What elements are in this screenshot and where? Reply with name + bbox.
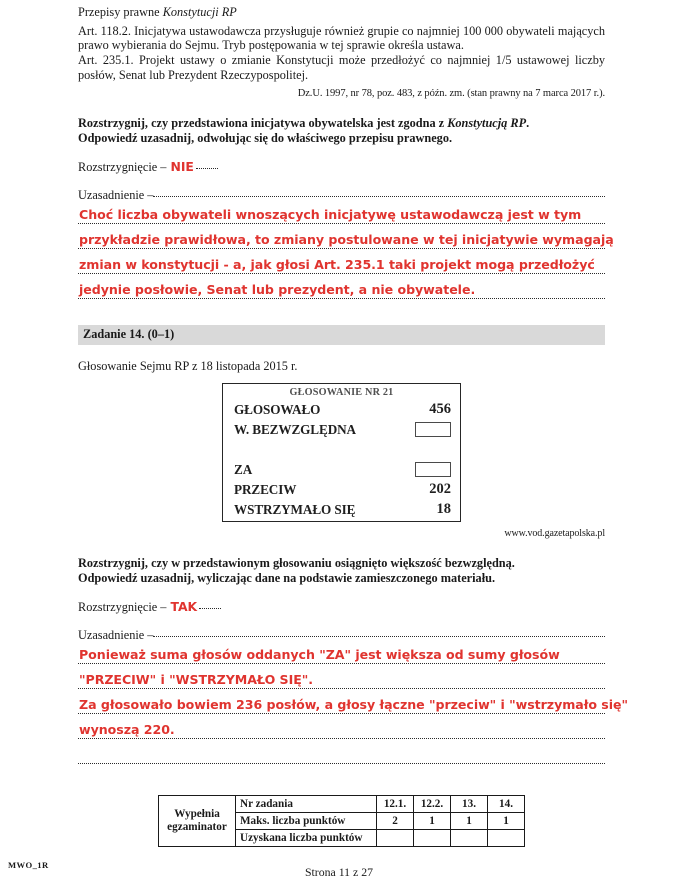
- task-14-header-band: Zadanie 14. (0–1): [78, 325, 605, 345]
- answer-line[interactable]: [78, 718, 605, 743]
- task-number-cell: 13.: [451, 795, 488, 812]
- task-14-answer-lines[interactable]: [78, 643, 629, 768]
- task-14-command: [78, 556, 605, 586]
- task-13-command-line2: Odpowiedź uzasadnij, odwołując się do właściwego przepisu prawnego.: [78, 130, 453, 145]
- voting-board-row: [223, 500, 460, 520]
- handwritten-text: Ponieważ suma głosów oddanych "ZA" jest większa od sumy głosów: [79, 646, 560, 662]
- dotted-rule: [78, 763, 605, 764]
- dotted-rule: [78, 663, 605, 664]
- task-14-subtitle: Głosowanie Sejmu RP z 18 listopada 2015 r.: [78, 358, 298, 373]
- article-235-1: Art. 235.1. Projekt ustawy o zmianie Konstytucji może przedłożyć co najmniej 1/5 ustawowej liczby posłów, Senat lub Prezydent Rzeczypospolitej.: [78, 53, 605, 82]
- max-points-cell: 2: [377, 812, 414, 829]
- dotted-rule: [78, 688, 605, 689]
- page-number: Strona 11 z 27: [304, 865, 374, 879]
- voting-row-value: 202: [429, 481, 451, 498]
- voting-board-row: [223, 460, 460, 480]
- task-number-cell: 12.1.: [377, 795, 414, 812]
- task-14-command-line2: Odpowiedź uzasadnij, wyliczając dane na podstawie zamieszczonego materiału.: [78, 570, 496, 585]
- task-13-justification-row: [78, 188, 605, 203]
- handwritten-text: wynoszą 220.: [79, 721, 175, 737]
- answer-line[interactable]: [78, 668, 605, 693]
- article-118-2: Art. 118.2. Inicjatywa ustawodawcza przysługuje również grupie co najmniej 100 000 obywateli mających prawo wybierania do Sejmu. Tryb postępowania w tej sprawie określa ustawa.: [78, 23, 605, 53]
- answer-line[interactable]: [78, 643, 605, 668]
- source-heading-plain: Przepisy prawne: [78, 5, 163, 19]
- row-header-max-points: Maks. liczba punktów: [236, 812, 377, 829]
- max-points-cell: 1: [414, 812, 451, 829]
- answer-line-blank[interactable]: [78, 743, 605, 768]
- obtained-points-cell[interactable]: [414, 829, 451, 846]
- task-14-command-line1: Rozstrzygnij, czy w przedstawionym głosowaniu osiągnięto większość bezwzględną.: [78, 555, 515, 570]
- legal-citation: Dz.U. 1997, nr 78, poz. 483, z późn. zm. (stan prawny na 7 marca 2017 r.).: [297, 87, 605, 99]
- task-13-decision-label: Rozstrzygnięcie –: [78, 159, 167, 174]
- task-13-decision-answer[interactable]: NIE: [170, 158, 194, 174]
- task-14-decision-dotted-rule: [199, 607, 221, 609]
- voting-board-spacer: [223, 440, 460, 460]
- answer-line[interactable]: [78, 228, 614, 253]
- task-13-decision-dotted-rule: [196, 167, 218, 169]
- answer-line[interactable]: [78, 203, 605, 228]
- voting-row-label: PRZECIW: [234, 481, 297, 497]
- task-13-justification-dotted-rule: [153, 195, 605, 197]
- task-13-decision-row: [78, 159, 605, 175]
- task-13-command-part2: .: [526, 115, 530, 130]
- task-14-decision-label: Rozstrzygnięcie –: [78, 599, 167, 614]
- row-header-obtained-points: Uzyskana liczba punktów: [236, 829, 377, 846]
- max-points-cell: 1: [488, 812, 525, 829]
- handwritten-text: jedynie posłowie, Senat lub prezydent, a nie obywatele.: [79, 281, 476, 297]
- dotted-rule: [78, 713, 605, 714]
- voting-board-row: [223, 420, 460, 440]
- task-13-justification-label: Uzasadnienie –: [78, 187, 154, 202]
- row-header-task-number: Nr zadania: [236, 795, 377, 812]
- voting-row-value: 456: [429, 401, 451, 418]
- task-13-command-italic: Konstytucją RP: [447, 115, 527, 130]
- dotted-rule: [78, 273, 605, 274]
- voting-board-header: GŁOSOWANIE NR 21: [289, 386, 394, 398]
- task-14-justification-label: Uzasadnienie –: [78, 627, 154, 642]
- obtained-points-cell[interactable]: [451, 829, 488, 846]
- dotted-rule: [78, 298, 605, 299]
- examiner-table-wrapper: [78, 795, 605, 847]
- voting-board: [222, 383, 461, 522]
- page-content: [78, 0, 629, 847]
- examiner-table: [158, 795, 525, 847]
- voting-board-row: [223, 400, 460, 420]
- dotted-rule: [78, 738, 605, 739]
- voting-board-row: [223, 480, 460, 500]
- voting-row-empty-box: [415, 422, 451, 437]
- handwritten-text: Choć liczba obywateli wnoszących inicjatywę ustawodawczą jest w tym: [79, 206, 582, 222]
- handwritten-text: zmian w konstytucji - a, jak głosi Art. 235.1 taki projekt mogą przedłożyć: [79, 256, 595, 272]
- exam-code: MWO_1R: [8, 860, 49, 870]
- task-13-command: [78, 116, 605, 146]
- task-14-justification-row: [78, 628, 605, 643]
- dotted-rule: [78, 223, 605, 224]
- voting-row-label: WSTRZYMAŁO SIĘ: [234, 501, 356, 517]
- answer-line[interactable]: [78, 253, 605, 278]
- voting-row-label: ZA: [234, 461, 253, 477]
- examiner-filler-cell: [159, 795, 236, 846]
- task-13-command-part1: Rozstrzygnij, czy przedstawiona inicjatywa obywatelska jest zgodna z: [78, 115, 448, 130]
- voting-row-value: 18: [436, 501, 451, 518]
- voting-board-source: www.vod.gazetapolska.pl: [504, 527, 605, 539]
- table-row: [159, 795, 525, 812]
- voting-board-wrapper: [78, 383, 605, 522]
- dotted-rule: [78, 248, 605, 249]
- source-heading-italic: Konstytucji RP: [162, 5, 237, 19]
- task-number-cell: 14.: [488, 795, 525, 812]
- task-14-decision-row: [78, 599, 605, 615]
- answer-line[interactable]: [78, 278, 605, 303]
- obtained-points-cell[interactable]: [377, 829, 414, 846]
- voting-row-empty-box: [415, 462, 451, 477]
- handwritten-text: przykładzie prawidłowa, to zmiany postulowane w tej inicjatywie wymagają: [79, 231, 614, 247]
- obtained-points-cell[interactable]: [488, 829, 525, 846]
- source-heading: [78, 0, 605, 20]
- handwritten-text: Za głosowało bowiem 236 posłów, a głosy łączne "przeciw" i "wstrzymało się": [79, 696, 629, 712]
- answer-line[interactable]: [78, 693, 629, 718]
- voting-row-label: W. BEZWZGLĘDNA: [234, 421, 356, 437]
- task-number-cell: 12.2.: [414, 795, 451, 812]
- task-13-answer-lines[interactable]: [78, 203, 614, 303]
- voting-row-label: GŁOSOWAŁO: [234, 401, 321, 417]
- handwritten-text: "PRZECIW" i "WSTRZYMAŁO SIĘ".: [79, 671, 314, 687]
- filler-label-line1: Wypełnia: [174, 808, 220, 821]
- task-14-decision-answer[interactable]: TAK: [170, 598, 198, 614]
- max-points-cell: 1: [451, 812, 488, 829]
- filler-label-line2: egzaminator: [167, 820, 227, 833]
- task-14-justification-dotted-rule: [153, 635, 605, 637]
